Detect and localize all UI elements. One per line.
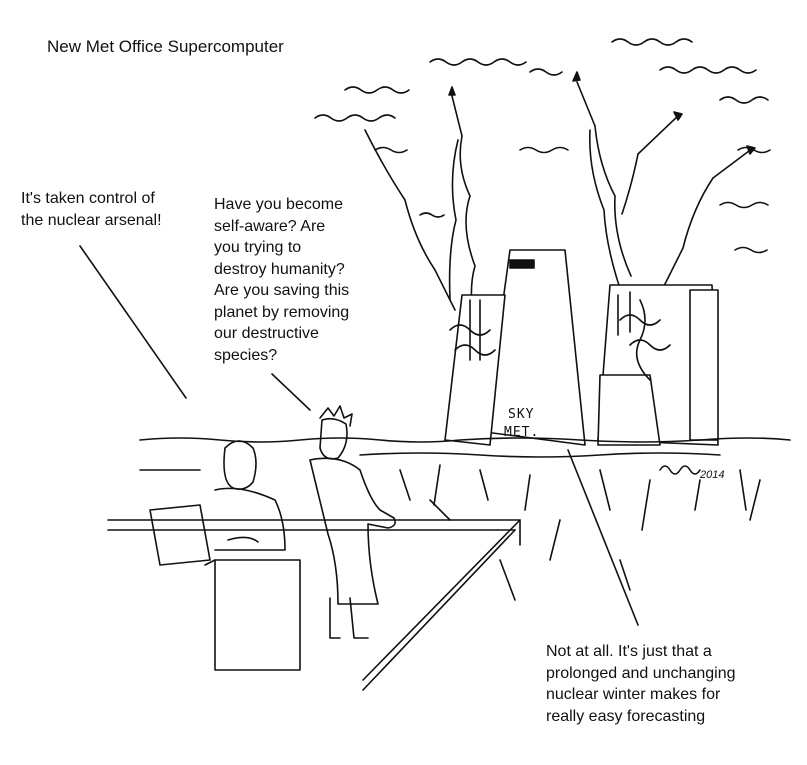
caption-arsenal: It's taken control of the nuclear arsenal! — [21, 190, 162, 229]
laptop — [150, 505, 210, 565]
sign-line-2: MET. — [504, 425, 540, 440]
cartoon-title: New Met Office Supercomputer — [47, 37, 284, 56]
signature-year: 2014 — [700, 469, 725, 481]
clouds — [315, 39, 770, 253]
balcony — [108, 520, 520, 690]
caption-question: Have you become self-aware? Are you trying to destroy humanity? Are you saving this planet by removing our destructive species? — [214, 196, 350, 364]
signature-scribble — [660, 466, 700, 474]
caption-answer: Not at all. It's just that a prolonged and unchanging nuclear winter makes for really easy forecasting — [546, 643, 736, 725]
desk — [150, 441, 300, 670]
supercomputer — [445, 250, 718, 445]
sign-line-1: SKY — [508, 407, 535, 422]
